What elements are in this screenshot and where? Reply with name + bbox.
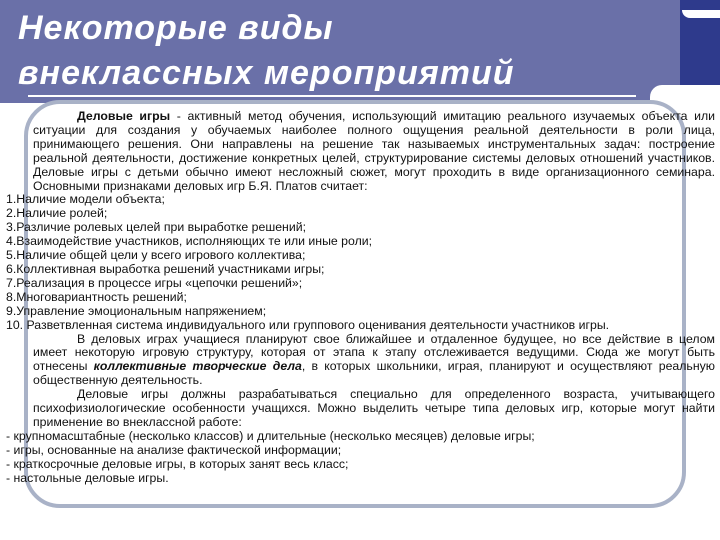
title-band (0, 0, 720, 103)
criteria-item: 2.Наличие ролей; (6, 206, 108, 221)
game-types-list (0, 430, 720, 486)
game-type-item: - крупномасштабные (несколько классов) и длительные (несколько месяцев) деловые игры; (6, 428, 535, 443)
title-line-1: Некоторые виды (18, 9, 334, 47)
decorative-corner (650, 85, 720, 103)
criteria-item: 6.Коллективная выработка решений участниками игры; (6, 261, 325, 276)
intro-text: - активный метод обучения, использующий имитацию реального изучаемых объекта или ситуации для создания у обучаемых наиболее полного ощущения реальной деятельности в роли лица, принимающего решения. Они направлены на решение так называемых инструментальных задач: построение реальной деятельности, достижение конкретных целей, структурирование системы деловых отношений участников. Деловые игры с детьми обычно имеют несложный сюжет, могут проходить в виде организационного семинара. Основными признаками деловых игр Б.Я. Платов считает: (33, 109, 716, 193)
planning-text: В деловых играх учащиеся планируют свое ближайшее и отдаленное будущее, но все действие в целом имеет некоторую игровую структуру, которая от этапа к этапу отслеживается ведущими. Сюда же могут быть отнесены (33, 331, 715, 374)
age-paragraph: Деловые игры должны разрабатываться специально для определенного возраста, учитывающего психофизиологические особенности учащихся. Можно выделить четыре типа деловых игр, которые могут найти применение во внеклассной работе: (33, 387, 715, 429)
criteria-list (0, 193, 720, 332)
game-type-item: - игры, основанные на анализе фактической информации; (6, 442, 342, 457)
criteria-item: 10. Разветвленная система индивидуального или группового оценивания деятельности участников игры. (6, 317, 610, 332)
criteria-item: 4.Взаимодействие участников, исполняющих те или иные роли; (6, 234, 373, 249)
criteria-item: 8.Многовариантность решений; (6, 289, 187, 304)
criteria-item: 1.Наличие модели объекта; (6, 192, 165, 207)
title-underline (28, 95, 636, 97)
planning-paragraph (0, 333, 720, 389)
slide-title (18, 6, 515, 96)
criteria-item: 9.Управление эмоциональным напряжением; (6, 303, 267, 318)
title-line-2: внеклассных мероприятий (18, 54, 515, 92)
game-type-item: - краткосрочные деловые игры, в которых занят весь класс; (6, 456, 349, 471)
criteria-item: 5.Наличие общей цели у всего игрового коллектива; (6, 248, 306, 263)
planning-text-end: , в которых школьники, играя, планируют и осуществляют реальную общественную деятельность. (33, 359, 715, 388)
intro-term: Деловые игры (77, 109, 171, 123)
game-type-item: - настольные деловые игры. (6, 470, 169, 485)
emphasis-phrase: коллективные творческие дела (93, 359, 302, 374)
intro-paragraph (0, 110, 720, 193)
decorative-notch (682, 10, 720, 18)
criteria-item: 3.Различие ролевых целей при выработке решений; (6, 220, 306, 235)
criteria-item: 7.Реализация в процессе игры «цепочки решений»; (6, 275, 303, 290)
slide-body (0, 110, 720, 485)
